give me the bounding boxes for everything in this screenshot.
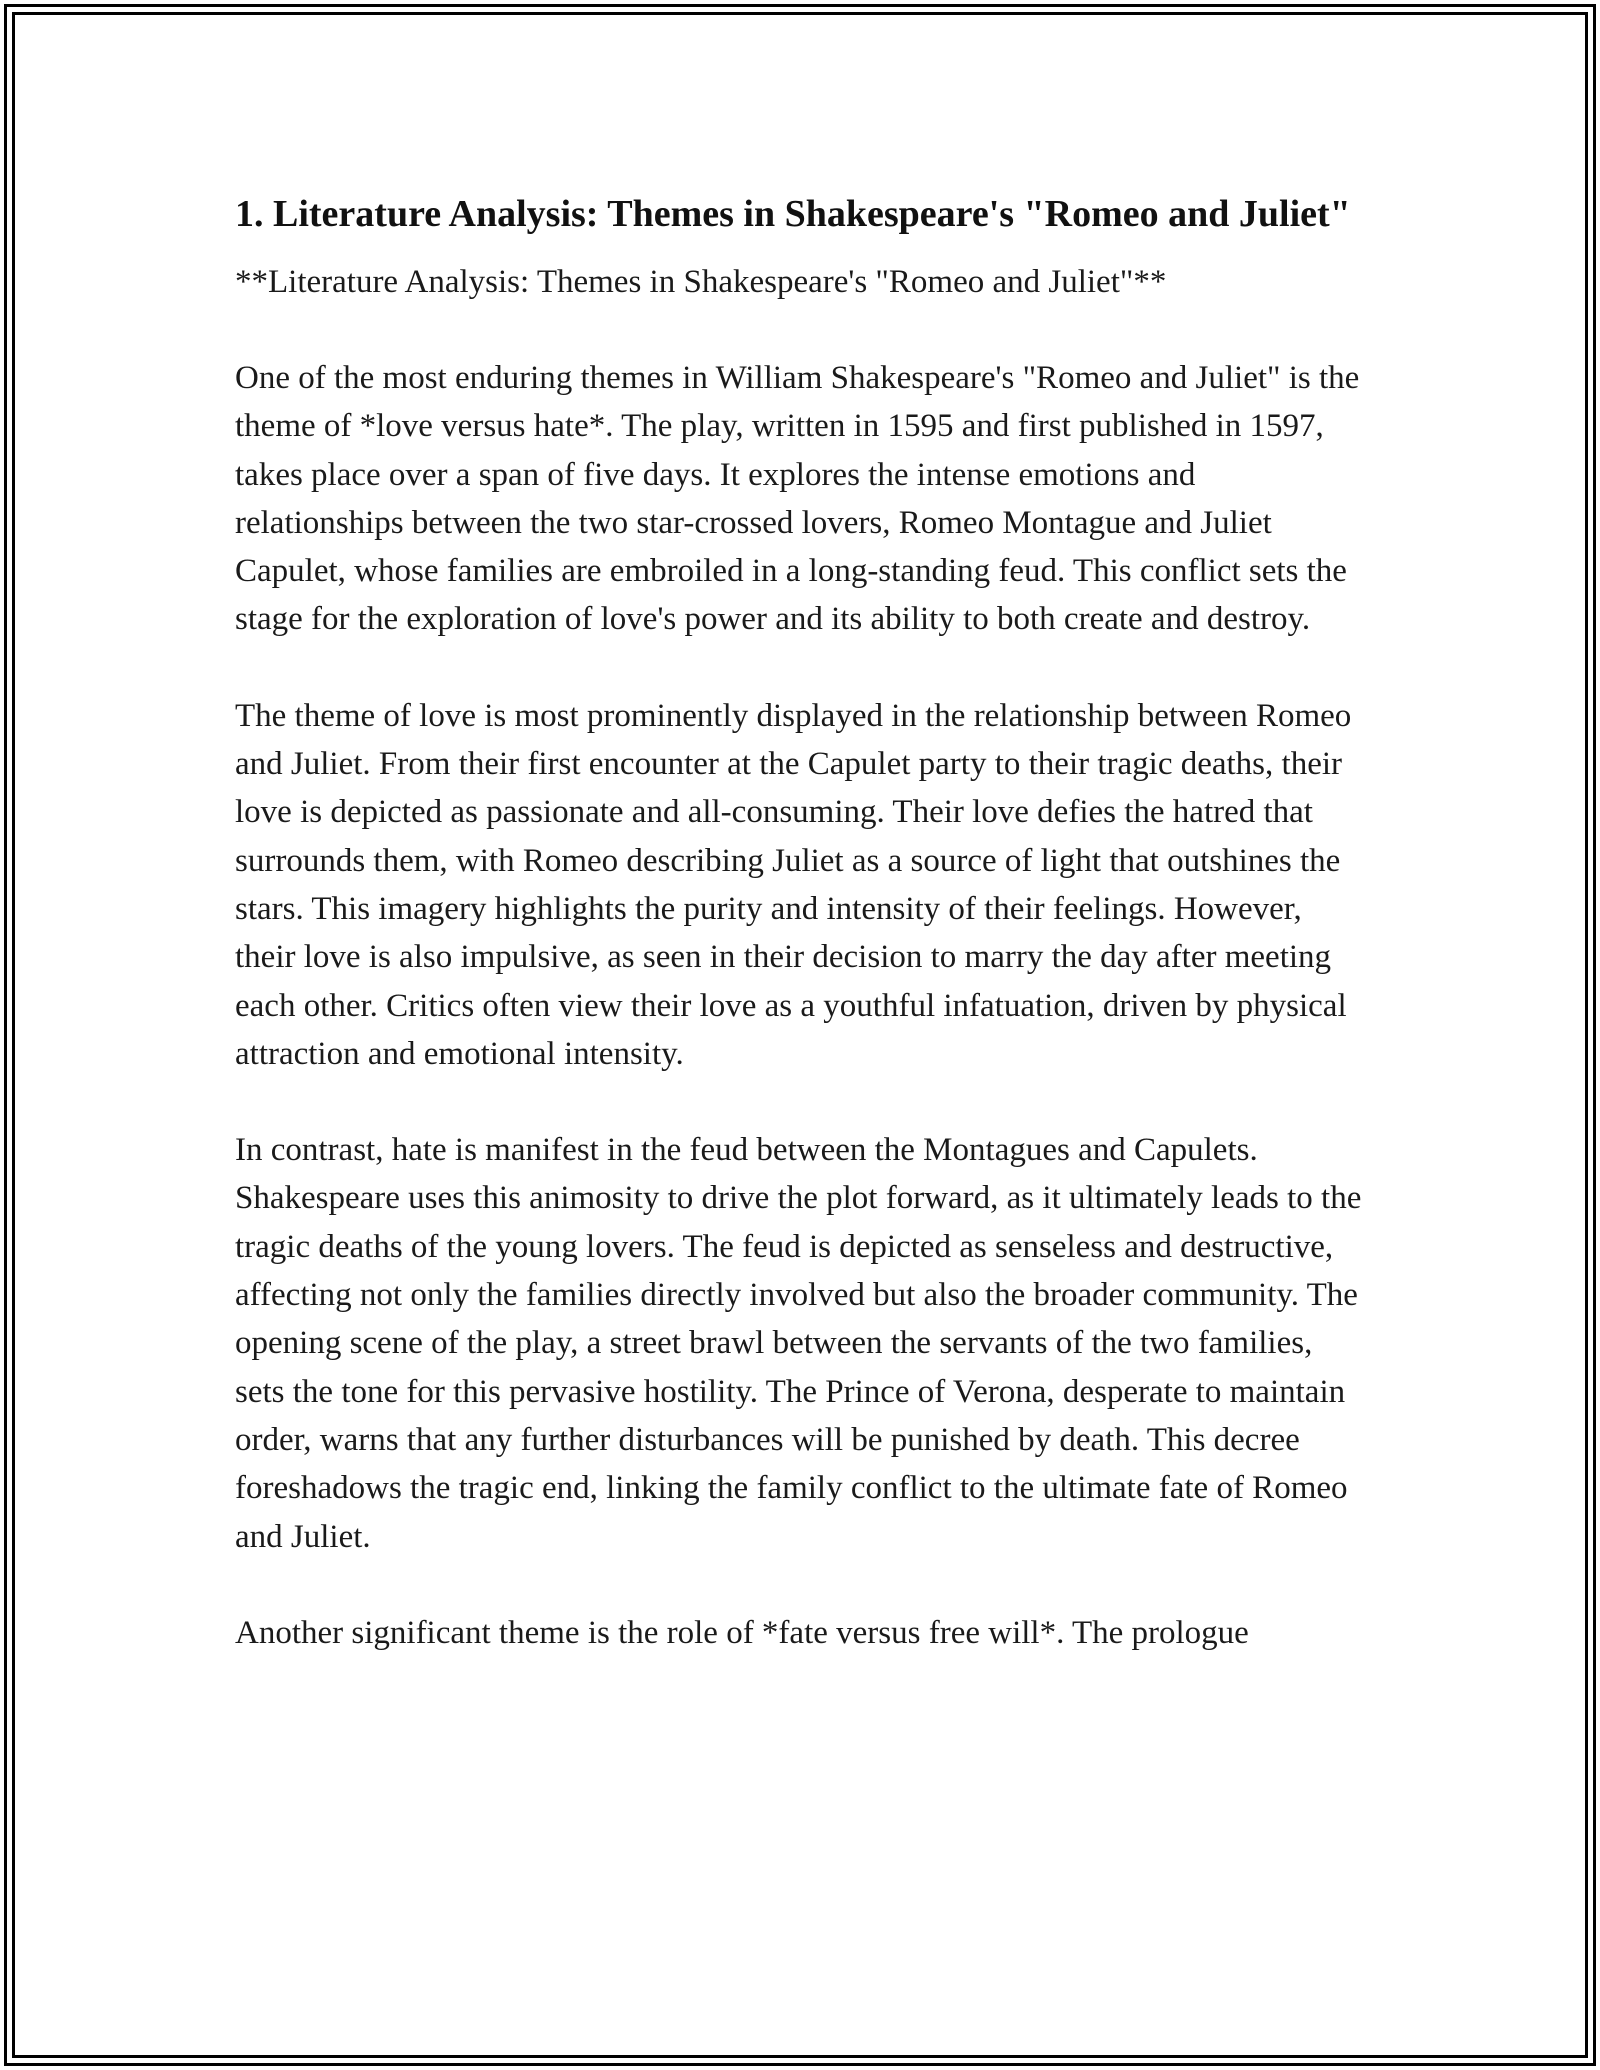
document-body [235, 187, 1370, 1657]
paragraph-theme-of-hate: In contrast, hate is manifest in the feud between the Montagues and Capulets. Shakespeare uses this animosity to drive the plot forward, as it ultimately leads to the tragic deaths of the young lovers. The feud is depicted as senseless and destructive, affecting not only the families directly involved but also the broader community. The opening scene of the play, a street brawl between the servants of the two families, sets the tone for this pervasive hostility. The Prince of Verona, desperate to maintain order, warns that any further disturbances will be punished by death. This decree foreshadows the tragic end, linking the family conflict to the ultimate fate of Romeo and Juliet. [235, 1132, 1362, 1555]
paragraph-fate-versus-free-will: Another significant theme is the role of *fate versus free will*. The prologue [235, 1614, 1249, 1651]
paragraph-love-versus-hate: One of the most enduring themes in William Shakespeare's "Romeo and Juliet" is the theme of *love versus hate*. The play, written in 1595 and first published in 1597, takes place over a span of five days. It explores the intense emotions and relationships between the two star-crossed lovers, Romeo Montague and Juliet Capulet, whose families are embroiled in a long-standing feud. This conflict sets the stage for the exploration of love's power and its ability to both create and destroy. [235, 360, 1360, 638]
document-subtitle: **Literature Analysis: Themes in Shakespeare's "Romeo and Juliet"** [235, 264, 1167, 300]
paragraph-theme-of-love: The theme of love is most prominently displayed in the relationship between Romeo and Juliet. From their first encounter at the Capulet party to their tragic deaths, their love is depicted as passionate and all-consuming. Their love defies the hatred that surrounds them, with Romeo describing Juliet as a source of light that outshines the stars. This imagery highlights the purity and intensity of their feelings. However, their love is also impulsive, as seen in their decision to marry the day after meeting each other. Critics often view their love as a youthful infatuation, driven by physical attraction and emotional intensity. [235, 697, 1352, 1072]
document-title: 1. Literature Analysis: Themes in Shakespeare's "Romeo and Juliet" [235, 193, 1351, 235]
